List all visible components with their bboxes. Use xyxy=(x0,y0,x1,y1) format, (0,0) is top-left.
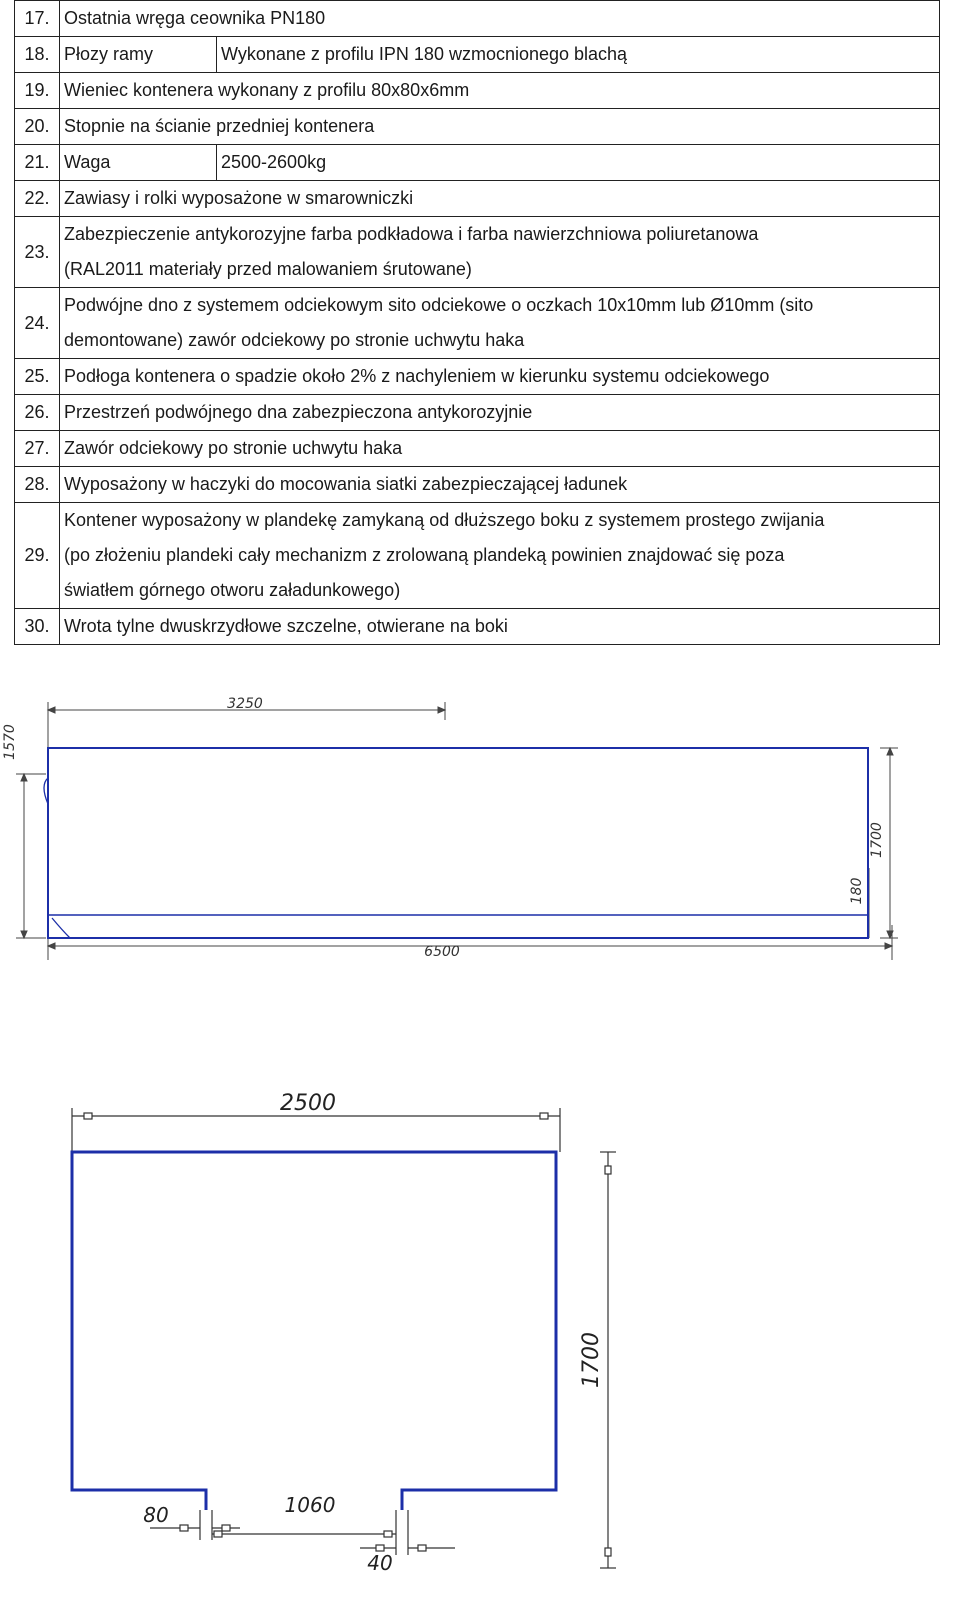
row-text: Zawiasy i rolki wyposażone w smarowniczki xyxy=(60,181,940,217)
container-outline xyxy=(44,748,868,938)
row-number: 29. xyxy=(15,503,60,609)
row-line: Podwójne dno z systemem odciekowym sito odciekowe o oczkach 10x10mm lub Ø10mm (sito xyxy=(64,295,814,315)
table-row xyxy=(15,503,940,609)
dim-gap: 1060 xyxy=(284,1493,336,1517)
row-number: 30. xyxy=(15,609,60,645)
row-value: Wykonane z profilu IPN 180 wzmocnionego blachą xyxy=(217,37,940,73)
row-number: 20. xyxy=(15,109,60,145)
table-row xyxy=(15,145,940,181)
row-line: światłem górnego otworu załadunkowego) xyxy=(64,580,401,600)
dim-bottom: 6500 xyxy=(424,944,460,960)
row-line: Kontener wyposażony w plandekę zamykaną od dłuższego boku z systemem prostego zwijania xyxy=(64,510,825,530)
row-text: Wyposażony w haczyki do mocowania siatki zabezpieczającej ładunek xyxy=(60,467,940,503)
table-row xyxy=(15,395,940,431)
front-view-drawing xyxy=(0,1070,960,1590)
row-number: 26. xyxy=(15,395,60,431)
row-text: Wieniec kontenera wykonany z profilu 80x80x6mm xyxy=(60,73,940,109)
dim-top: 3250 xyxy=(227,696,263,712)
dim-width: 2500 xyxy=(280,1091,336,1116)
row-line: Zabezpieczenie antykorozyjne farba podkładowa i farba nawierzchniowa poliuretanowa xyxy=(64,224,759,244)
row-number: 18. xyxy=(15,37,60,73)
row-text xyxy=(60,217,940,288)
row-text: Zawór odciekowy po stronie uchwytu haka xyxy=(60,431,940,467)
row-text: Przestrzeń podwójnego dna zabezpieczona antykorozyjnie xyxy=(60,395,940,431)
table-row xyxy=(15,217,940,288)
dimension-lines xyxy=(16,702,898,960)
row-text xyxy=(60,503,940,609)
table-row xyxy=(15,609,940,645)
table-row xyxy=(15,431,940,467)
table-row xyxy=(15,37,940,73)
row-number: 17. xyxy=(15,1,60,37)
dim-left-offset: 80 xyxy=(143,1503,169,1527)
table-row xyxy=(15,288,940,359)
row-number: 25. xyxy=(15,359,60,395)
dim-height: 1700 xyxy=(579,1332,604,1388)
row-text: Podłoga kontenera o spadzie około 2% z nachyleniem w kierunku systemu odciekowego xyxy=(60,359,940,395)
table-row xyxy=(15,73,940,109)
dimension-lines xyxy=(72,1108,616,1568)
row-line: demontowane) zawór odciekowy po stronie uchwytu haka xyxy=(64,330,525,350)
dimension-arrows xyxy=(21,707,893,949)
row-number: 21. xyxy=(15,145,60,181)
row-number: 27. xyxy=(15,431,60,467)
side-view-drawing xyxy=(0,680,960,980)
row-number: 28. xyxy=(15,467,60,503)
row-text xyxy=(60,288,940,359)
table-row xyxy=(15,181,940,217)
row-line: (RAL2011 materiały przed malowaniem śrutowane) xyxy=(64,259,472,279)
row-text: Ostatnia wręga ceownika PN180 xyxy=(60,1,940,37)
specification-table xyxy=(14,0,940,645)
table-row xyxy=(15,467,940,503)
row-line: (po złożeniu plandeki cały mechanizm z zrolowaną plandeką powinien znajdować się poza xyxy=(64,545,785,565)
container-outline xyxy=(72,1152,556,1510)
dim-right-outer: 1700 xyxy=(869,822,885,858)
row-value: 2500-2600kg xyxy=(217,145,940,181)
table-row xyxy=(15,109,940,145)
dim-right-inner: 180 xyxy=(849,877,865,905)
row-text: Płozy ramy xyxy=(60,37,217,73)
dim-left: 1570 xyxy=(2,724,18,760)
row-text: Waga xyxy=(60,145,217,181)
row-number: 19. xyxy=(15,73,60,109)
row-text: Stopnie na ścianie przedniej kontenera xyxy=(60,109,940,145)
row-number: 24. xyxy=(15,288,60,359)
row-number: 23. xyxy=(15,217,60,288)
table-row xyxy=(15,359,940,395)
row-text: Wrota tylne dwuskrzydłowe szczelne, otwierane na boki xyxy=(60,609,940,645)
table-row xyxy=(15,1,940,37)
row-number: 22. xyxy=(15,181,60,217)
dim-right-offset: 40 xyxy=(367,1551,393,1575)
